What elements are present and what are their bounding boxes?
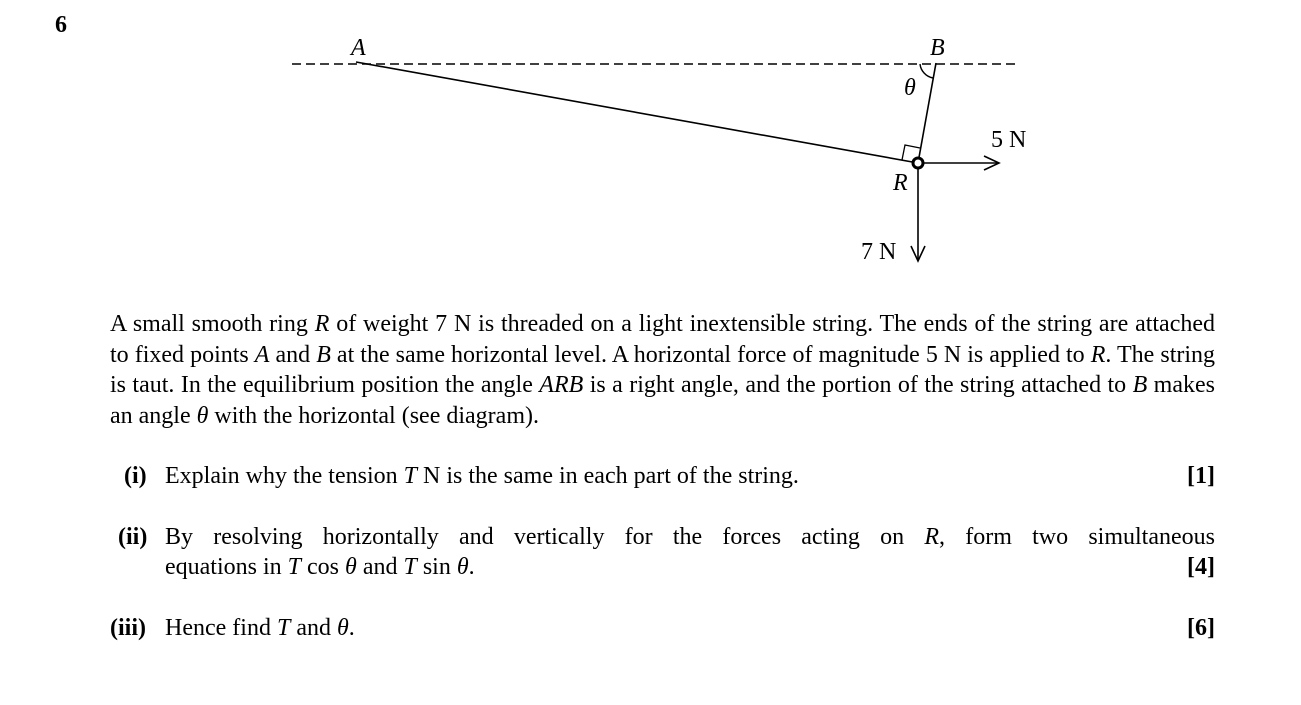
label-A: A bbox=[351, 35, 366, 61]
var-R: R bbox=[924, 524, 940, 550]
part-text bbox=[165, 522, 1215, 582]
string-AR bbox=[356, 62, 918, 163]
part-text-segment: N is the same in each part of the string. bbox=[417, 463, 799, 489]
var-theta: θ bbox=[336, 615, 349, 641]
part-i bbox=[110, 461, 1215, 493]
stem-var-theta: θ bbox=[196, 402, 209, 429]
var-T: T bbox=[403, 463, 417, 489]
marks: [4] bbox=[1187, 554, 1215, 580]
stem-text: and bbox=[269, 341, 317, 368]
stem-var-R: R bbox=[1090, 341, 1106, 368]
part-text-segment: Hence find bbox=[165, 615, 277, 641]
part-text-segment: and bbox=[356, 554, 404, 580]
stem-text: of weight 7 N is threaded on a light inextensible string. The ends of the string are attached to fixed points bbox=[110, 311, 1216, 368]
part-text-segment: . bbox=[468, 554, 475, 580]
stem-text: . The string is taut. In the equilibrium position the angle bbox=[110, 341, 1216, 398]
label-5N: 5 N bbox=[991, 127, 1027, 153]
marks: [6] bbox=[1187, 615, 1215, 641]
part-text-segment: Explain why the tension bbox=[165, 463, 404, 489]
stem-text: makes an angle bbox=[110, 372, 1215, 429]
question-number: 6 bbox=[55, 12, 67, 38]
label-theta: θ bbox=[904, 75, 916, 101]
part-label: (i) bbox=[124, 463, 147, 489]
stem-var-B: B bbox=[1132, 372, 1148, 398]
marks: [1] bbox=[1187, 463, 1215, 489]
stem-var-B: B bbox=[316, 341, 331, 368]
part-text-segment: , form two simultaneous bbox=[939, 524, 1215, 550]
part-text bbox=[165, 461, 1155, 491]
stem-var-R: R bbox=[314, 311, 330, 337]
stem-var-ARB: ARB bbox=[539, 372, 584, 398]
part-text-segment: and bbox=[290, 615, 337, 641]
part-label: (iii) bbox=[110, 615, 146, 641]
label-B: B bbox=[930, 35, 945, 61]
part-text-segment: By resolving horizontally and vertically for the forces acting on bbox=[165, 524, 925, 550]
var-T: T bbox=[403, 554, 417, 580]
ring-R bbox=[913, 158, 923, 168]
stem-text: with the horizontal (see diagram). bbox=[208, 402, 539, 429]
force-diagram bbox=[0, 0, 1301, 300]
var-T: T bbox=[287, 554, 302, 580]
var-theta: θ bbox=[345, 554, 357, 580]
var-theta: θ bbox=[456, 554, 469, 580]
label-7N: 7 N bbox=[861, 239, 897, 265]
part-text-segment: sin bbox=[416, 554, 457, 580]
var-T: T bbox=[276, 615, 291, 641]
question-stem bbox=[110, 309, 1215, 431]
theta-arc bbox=[920, 64, 933, 78]
label-R: R bbox=[893, 170, 908, 196]
stem-text: A small smooth ring bbox=[110, 311, 315, 337]
part-text-segment: equations in bbox=[165, 554, 288, 580]
stem-var-A: A bbox=[254, 341, 270, 368]
part-text-segment: . bbox=[348, 615, 355, 641]
part-text-segment: cos bbox=[301, 554, 346, 580]
string-RB bbox=[918, 63, 936, 163]
part-text bbox=[165, 613, 1155, 643]
stem-text: at the same horizontal level. A horizontal force of magnitude 5 N is applied to bbox=[330, 341, 1091, 368]
part-iii bbox=[110, 613, 1215, 645]
part-label: (ii) bbox=[118, 524, 148, 550]
stem-text: is a right angle, and the portion of the string attached to bbox=[583, 372, 1133, 398]
part-ii bbox=[110, 522, 1215, 584]
